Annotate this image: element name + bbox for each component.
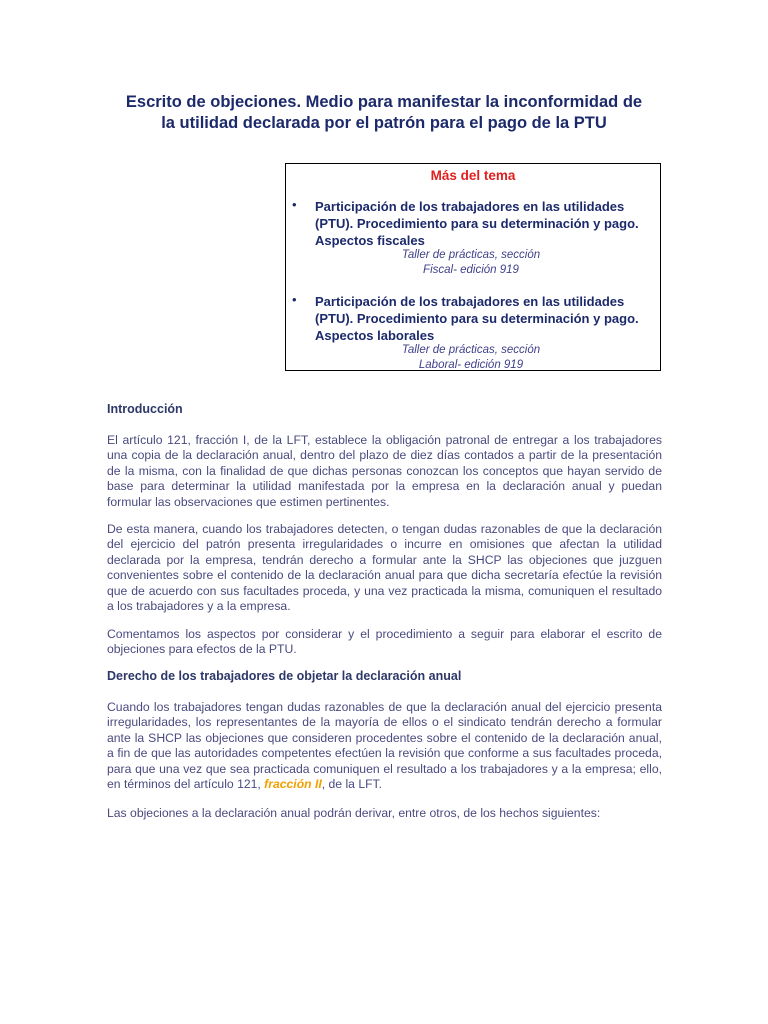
title-line-1: Escrito de objeciones. Medio para manifestar la inconformidad de: [125, 93, 643, 111]
intro-paragraph-3: Comentamos los aspectos por considerar y el procedimiento a seguir para elaborar el escrito de objeciones para efectos de la PTU.: [107, 627, 662, 657]
title-line-2: la utilidad declarada por el patrón para el pago de la PTU: [161, 114, 607, 132]
related-topics-heading: Más del tema: [430, 168, 516, 183]
related-topic-title[interactable]: Participación de los trabajadores en las utilidades (PTU). Procedimiento para su determinación y pago. Aspectos laborales: [315, 294, 639, 343]
related-topic-section: Taller de prácticas, sección: [401, 344, 541, 356]
right-paragraph-1-tail: , de la LFT.: [321, 777, 383, 792]
document-title: [100, 92, 668, 134]
section-heading-introduction: Introducción: [107, 402, 183, 416]
right-paragraph-1-text: Cuando los trabajadores tengan dudas razonables de que la declaración anual del ejercicio presenta irregularidades, los representantes de la mayoría de ellos o el sindicato tendrán derecho a formular ante la SHCP las objeciones que consideren procedentes sobre el contenido de la declaración anual, a fin de que las autoridades competentes efectúen la revisión que conforme a sus facultades proceda, para que una vez que sea practicada comuniquen el resultado a los trabajadores y a la empresa; ello, en términos del artículo 121,: [107, 700, 662, 792]
intro-paragraph-1: El artículo 121, fracción I, de la LFT, establece la obligación patronal de entregar a los trabajadores una copia de la declaración anual, dentro del plazo de diez días contados a partir de la presentación de la misma, con la finalidad de que dichas personas conozcan los conceptos que hayan servido de base para determinar la utilidad manifestada por la empresa en la declaración anual y puedan formular las observaciones que estimen pertinentes.: [107, 433, 662, 509]
related-topic-edition: Laboral- edición 919: [418, 359, 524, 371]
bullet-icon: •: [292, 197, 297, 212]
fraccion-ii-link[interactable]: fracción II: [264, 777, 322, 792]
related-topic-section: Taller de prácticas, sección: [401, 249, 541, 261]
bullet-icon: •: [292, 292, 297, 307]
right-paragraph-1: [107, 700, 662, 792]
related-topic-meta: [326, 343, 616, 373]
intro-paragraph-2: De esta manera, cuando los trabajadores detecten, o tengan dudas razonables de que la declaración del ejercicio del patrón presenta irregularidades o incurre en omisiones que afectan la utilidad declarada por la empresa, tendrán derecho a formular ante la SHCP las objeciones que juzguen convenientes sobre el contenido de la declaración anual para que dicha secretaría efectúe la revisión que de acuerdo con sus facultades proceda, y una vez practicada la misma, comuniquen el resultado a los trabajadores y a la empresa.: [107, 522, 662, 614]
right-paragraph-2: Las objeciones a la declaración anual podrán derivar, entre otros, de los hechos siguientes:: [107, 806, 601, 820]
related-topic-title[interactable]: Participación de los trabajadores en las utilidades (PTU). Procedimiento para su determinación y pago. Aspectos fiscales: [315, 199, 639, 248]
section-heading-right-to-object: Derecho de los trabajadores de objetar la declaración anual: [107, 669, 462, 683]
related-topics-box: [285, 163, 661, 371]
related-topic-edition: Fiscal- edición 919: [423, 264, 519, 276]
related-topic-meta: [326, 248, 616, 278]
